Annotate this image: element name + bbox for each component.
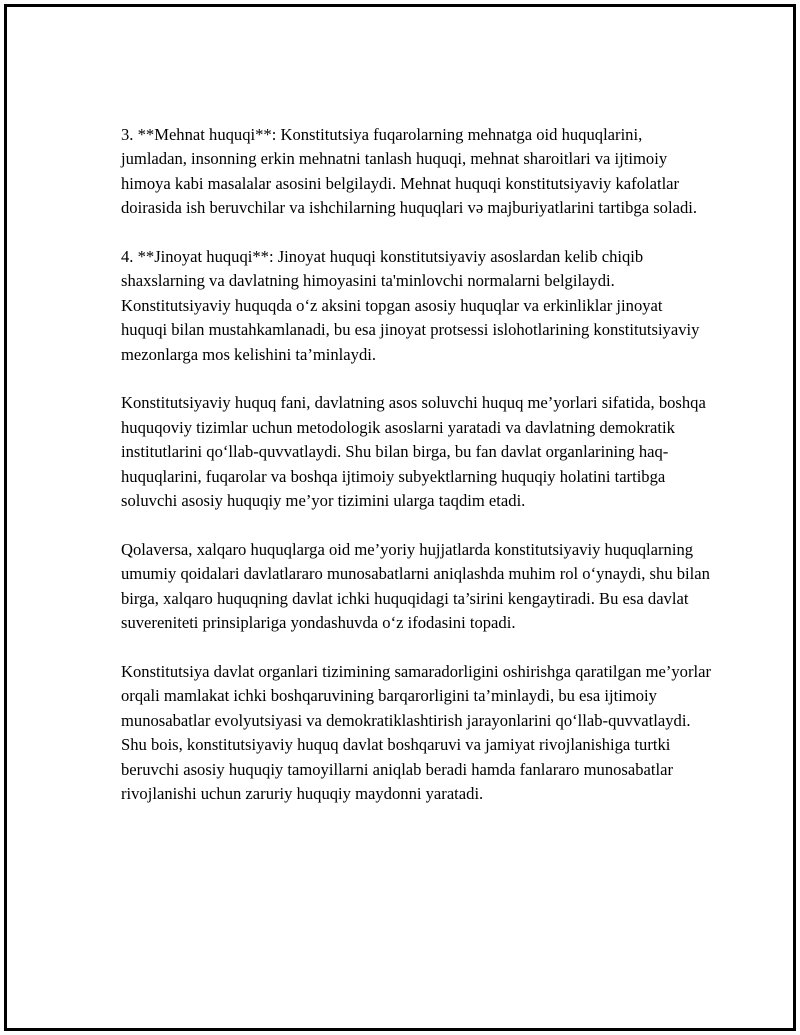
document-body xyxy=(121,123,711,831)
paragraph-mehnat-huquqi: 3. **Mehnat huquqi**: Konstitutsiya fuqarolarning mehnatga oid huquqlarini, jumladan, insonning erkin mehnatni tanlash huquqi, mehnat sharoitlari va ijtimoiy himoya kabi masalalar asosini belgilaydi. Mehnat huquqi konstitutsiyaviy kafolatlar doirasida ish beruvchilar va ishchilarning huquqlari və majburiyatlarini tartibga soladi. xyxy=(121,125,698,218)
document-page xyxy=(4,4,796,1031)
paragraph-davlat-organlari: Konstitutsiya davlat organlari tizimining samaradorligini oshirishga qaratilgan me’yorlar orqali mamlakat ichki boshqaruvining barqarorligini ta’minlaydi, bu esa ijtimoiy munosabatlar evolyutsiyasi va demokratiklashtirish jarayonlarini qoʻllab-quvvatlaydi. Shu bois, konstitutsiyaviy huquq davlat boshqaruvi va jamiyat rivojlanishiga turtki beruvchi asosiy huquqiy tamoyillarni aniqlab beradi hamda fanlararo munosabatlar rivojlanishi uchun zaruriy huquqiy maydonni yaratadi. xyxy=(121,661,712,803)
paragraph-xalqaro-huquqlar: Qolaversa, xalqaro huquqlarga oid me’yoriy hujjatlarda konstitutsiyaviy huquqlarning umumiy qoidalari davlatlararo munosabatlarni aniqlashda muhim rol oʻynaydi, shu bilan birga, xalqaro huquqning davlat ichki huquqidagi ta’sirini kengaytiradi. Bu esa davlat suvereniteti prinsiplariga yondashuvda oʻz ifodasini topadi. xyxy=(121,539,710,633)
paragraph-konstitutsiyaviy-huquq-fani: Konstitutsiyaviy huquq fani, davlatning asos soluvchi huquq me’yorlari sifatida, boshqa huquqoviy tizimlar uchun metodologik asoslarni yaratadi va davlatning demokratik institutlarini qoʻllab-quvvatlaydi. Shu bilan birga, bu fan davlat organlarining haq-huquqlarini, fuqarolar va boshqa ijtimoiy subyektlarning huquqiy holatini tartibga soluvchi asosiy huquqiy me’yor tizimini ularga taqdim etadi. xyxy=(121,393,706,511)
paragraph-jinoyat-huquqi: 4. **Jinoyat huquqi**: Jinoyat huquqi konstitutsiyaviy asoslardan kelib chiqib shaxslarning va davlatning himoyasini ta'minlovchi normalarni belgilaydi. Konstitutsiyaviy huquqda oʻz aksini topgan asosiy huquqlar va erkinliklar jinoyat huquqi bilan mustahkamlanadi, bu esa jinoyat protsessi islohotlarining konstitutsiyaviy mezonlarga mos kelishini ta’minlaydi. xyxy=(121,247,700,364)
